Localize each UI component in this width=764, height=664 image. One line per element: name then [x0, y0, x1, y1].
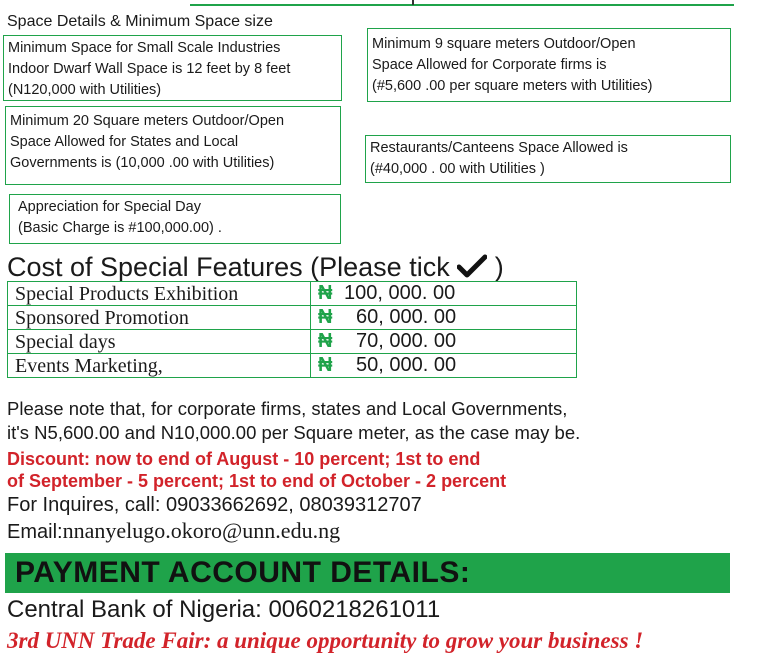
feature-price: 50, 000. 00	[356, 354, 457, 376]
box-line: Minimum Space for Small Scale Industries	[8, 40, 281, 56]
box-line: Space Allowed for States and Local	[10, 134, 239, 150]
naira-icon: ₦	[318, 282, 333, 304]
feature-price-cell	[311, 354, 577, 378]
feature-price-cell	[311, 282, 577, 306]
feature-price: 60, 000. 00	[356, 306, 457, 328]
table-row	[8, 354, 577, 378]
email-link[interactable]: nnanyelugo.okoro@unn.edu.ng	[62, 518, 341, 543]
naira-icon: ₦	[318, 354, 333, 376]
table-row	[8, 282, 577, 306]
box-line: Minimum 20 Square meters Outdoor/Open	[10, 113, 285, 129]
email-label: Email:	[7, 521, 63, 543]
box-line: (N120,000 with Utilities)	[8, 82, 162, 98]
states-box	[5, 106, 341, 185]
note-line: Please note that, for corporate firms, states and Local Governments,	[7, 398, 568, 419]
checkmark-icon	[457, 254, 487, 278]
discount-notice	[7, 448, 506, 492]
inquiries-line: For Inquires, call: 09033662692, 08039312707	[7, 494, 422, 516]
payment-banner	[5, 553, 730, 593]
box-line: Minimum 9 square meters Outdoor/Open	[372, 36, 636, 52]
cost-title-close: )	[494, 252, 504, 282]
small-scale-box	[3, 35, 342, 101]
payment-title: PAYMENT ACCOUNT DETAILS:	[15, 556, 471, 589]
table-row	[8, 306, 577, 330]
naira-icon: ₦	[318, 330, 333, 352]
discount-line: Discount: now to end of August - 10 percent; 1st to end	[7, 449, 481, 469]
note-line: it's N5,600.00 and N10,000.00 per Square meter, as the case may be.	[7, 422, 581, 443]
features-table	[7, 281, 577, 378]
box-line: Governments is (10,000 .00 with Utilities)	[10, 155, 275, 171]
cost-features-title	[7, 252, 504, 283]
cost-title-text: Cost of Special Features (Please tick	[7, 252, 450, 282]
discount-line: of September - 5 percent; 1st to end of October - 2 percent	[7, 471, 507, 491]
bank-details: Central Bank of Nigeria: 0060218261011	[7, 596, 441, 623]
pricing-note	[7, 397, 580, 445]
divider-tick	[412, 0, 414, 5]
top-divider	[190, 0, 734, 6]
box-line: (#40,000 . 00 with Utilities )	[370, 161, 545, 177]
box-line: Restaurants/Canteens Space Allowed is	[370, 140, 628, 156]
box-line: (Basic Charge is #100,000.00) .	[18, 220, 222, 236]
feature-price: 100, 000. 00	[344, 282, 456, 304]
section-heading: Space Details & Minimum Space size	[7, 13, 273, 30]
box-line: (#5,600 .00 per square meters with Utilities)	[372, 78, 653, 94]
feature-price-cell	[311, 330, 577, 354]
box-line: Space Allowed for Corporate firms is	[372, 57, 607, 73]
feature-name: Events Marketing,	[8, 354, 311, 378]
feature-price-cell	[311, 306, 577, 330]
special-day-box	[9, 194, 341, 244]
email-line	[7, 518, 340, 544]
feature-price: 70, 000. 00	[356, 330, 457, 352]
feature-name: Special days	[8, 330, 311, 354]
box-line: Indoor Dwarf Wall Space is 12 feet by 8 feet	[8, 61, 291, 77]
box-line: Appreciation for Special Day	[18, 199, 201, 215]
naira-icon: ₦	[318, 306, 333, 328]
feature-name: Special Products Exhibition	[8, 282, 311, 306]
feature-name: Sponsored Promotion	[8, 306, 311, 330]
corporate-box	[367, 28, 731, 102]
trade-fair-slogan: 3rd UNN Trade Fair: a unique opportunity to grow your business !	[7, 628, 644, 653]
table-row	[8, 330, 577, 354]
restaurants-box	[365, 135, 731, 183]
